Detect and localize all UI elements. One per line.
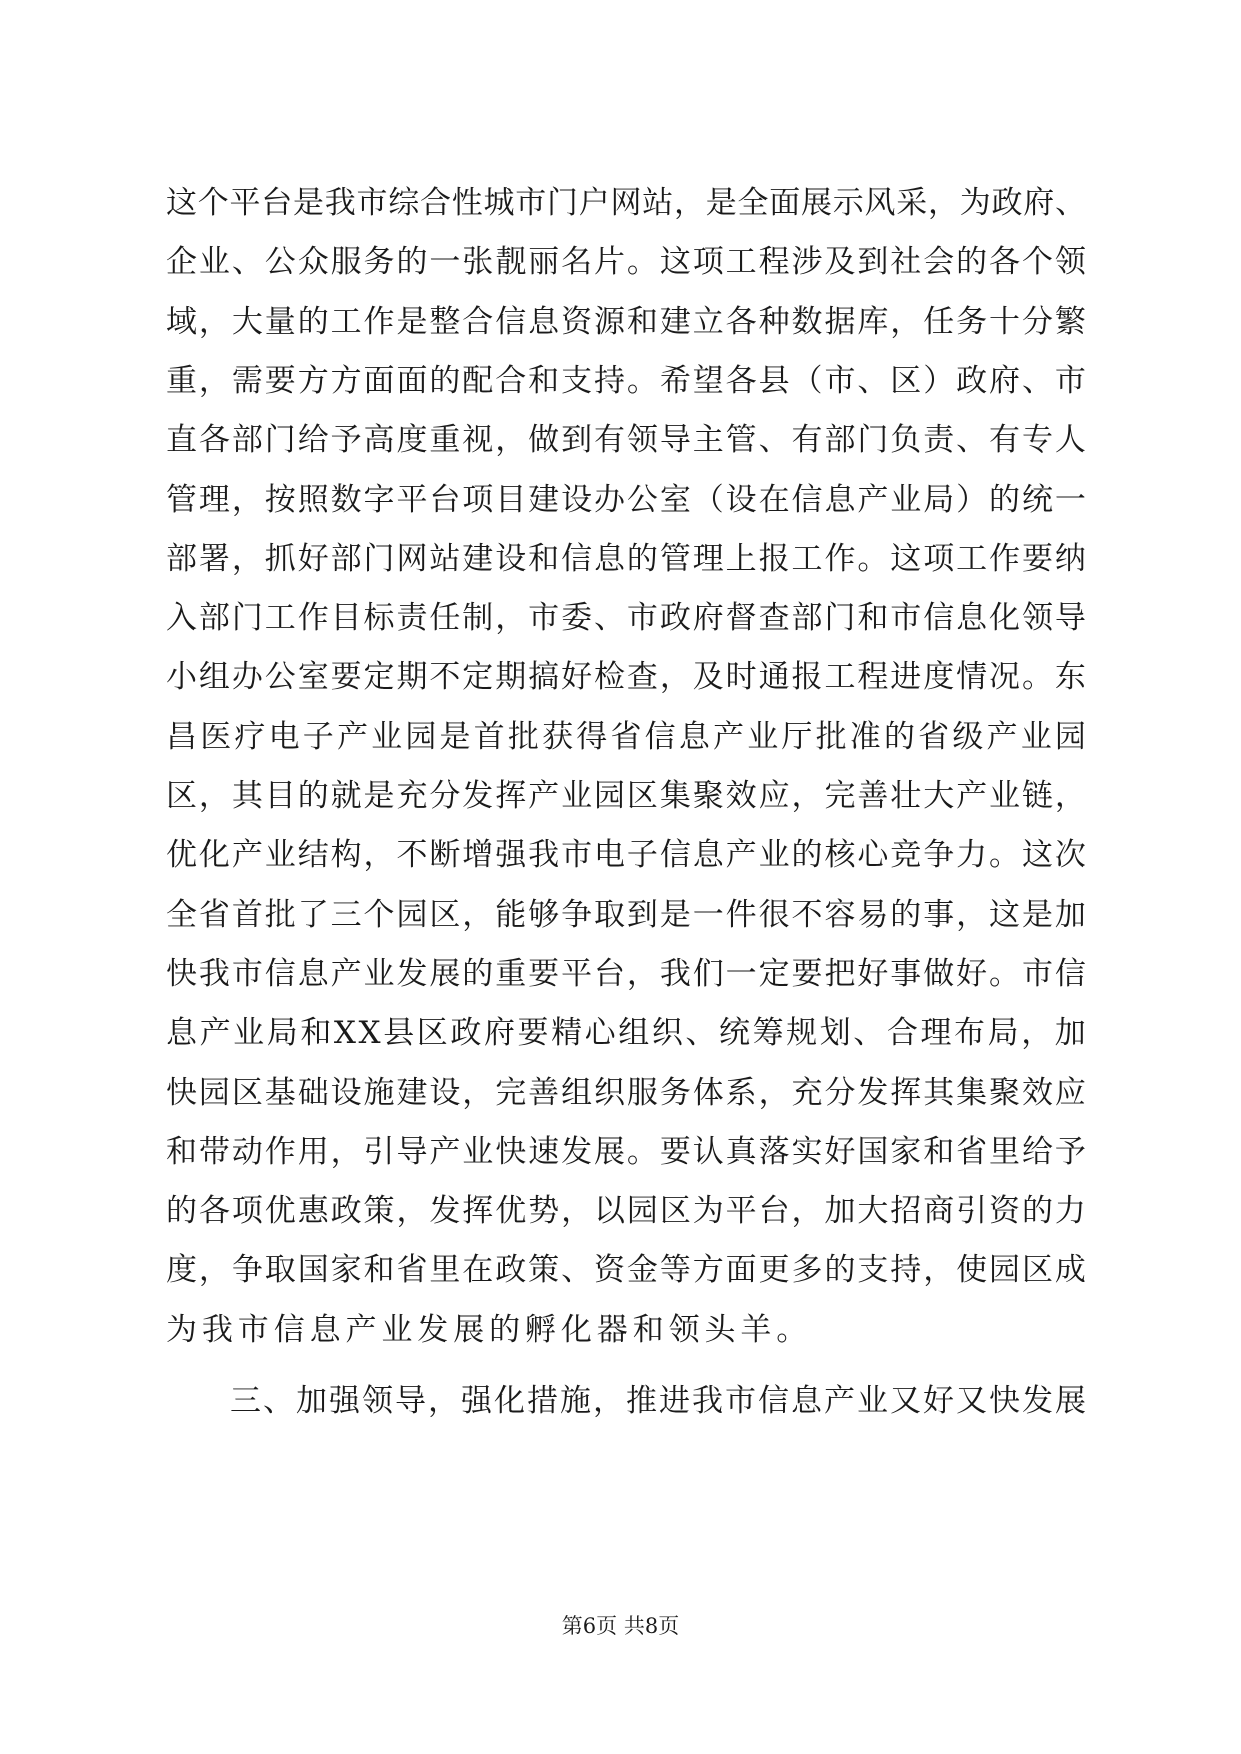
text-line: 全 省 首 批 了 三 个 园 区 ， 能 够 争 取 到 是 一 件 很 不 容 易 的 事 ， 这 是 加 [166,897,1086,933]
text-line: 管 理 ， 按 照 数 字 平 台 项 目 建 设 办 公 室 （ 设 在 信 息 产 业 局 ） 的 统 一 [166,482,1086,518]
text-line: 的 各 项 优 惠 政 策 ， 发 挥 优 势 ， 以 园 区 为 平 台 ， 加 大 招 商 引 资 的 力 [166,1193,1086,1229]
text-line: 入 部 门 工 作 目 标 责 任 制 ， 市 委 、 市 政 府 督 查 部 门 和 市 信 息 化 领 导 [166,600,1086,636]
page-footer: 第6页 共8页 [561,1614,680,1638]
text-line: 直 各 部 门 给 予 高 度 重 视 ， 做 到 有 领 导 主 管 、 有 部 门 负 责 、 有 专 人 [166,422,1086,458]
text-line: 和 带 动 作 用 ， 引 导 产 业 快 速 发 展 。 要 认 真 落 实 好 国 家 和 省 里 给 予 [166,1134,1086,1170]
text-line: 重 ， 需 要 方 方 面 面 的 配 合 和 支 持 。 希 望 各 县 （ 市 、 区 ） 政 府 、 市 [166,363,1086,399]
text-line: 昌 医 疗 电 子 产 业 园 是 首 批 获 得 省 信 息 产 业 厅 批 准 的 省 级 产 业 园 [166,719,1086,755]
text-line: 快 我 市 信 息 产 业 发 展 的 重 要 平 台 ， 我 们 一 定 要 把 好 事 做 好 。 市 信 [166,956,1086,992]
text-line: 快 园 区 基 础 设 施 建 设 ， 完 善 组 织 服 务 体 系 ， 充 分 发 挥 其 集 聚 效 应 [166,1075,1086,1111]
text-line: 企 业 、 公 众 服 务 的 一 张 靓 丽 名 片 。 这 项 工 程 涉 及 到 社 会 的 各 个 领 [166,244,1086,280]
text-line: 域 ， 大 量 的 工 作 是 整 合 信 息 资 源 和 建 立 各 种 数 据 库 ， 任 务 十 分 繁 [166,304,1086,340]
text-line: 小 组 办 公 室 要 定 期 不 定 期 搞 好 检 查 ， 及 时 通 报 工 程 进 度 情 况 。 东 [166,659,1086,695]
section-heading: 三 、 加 强 领 导 ， 强 化 措 施 ， 推 进 我 市 信 息 产 业 又 好 又 快 发 展 [230,1383,1086,1419]
text-line: 部 署 ， 抓 好 部 门 网 站 建 设 和 信 息 的 管 理 上 报 工 作 。 这 项 工 作 要 纳 [166,541,1086,577]
text-line: 优 化 产 业 结 构 ， 不 断 增 强 我 市 电 子 信 息 产 业 的 核 心 竞 争 力 。 这 次 [166,837,1086,873]
text-line: 区 ， 其 目 的 就 是 充 分 发 挥 产 业 园 区 集 聚 效 应 ， 完 善 壮 大 产 业 链 ， [166,778,1086,814]
text-line: 息 产 业 局 和 X X 县 区 政 府 要 精 心 组 织 、 统 筹 规 划 、 合 理 布 局 ， 加 [166,1015,1086,1051]
text-line: 这 个 平 台 是 我 市 综 合 性 城 市 门 户 网 站 ， 是 全 面 展 示 风 采 ， 为 政 府 、 [166,185,1086,221]
text-line: 度 ， 争 取 国 家 和 省 里 在 政 策 、 资 金 等 方 面 更 多 的 支 持 ， 使 园 区 成 [166,1252,1086,1288]
text-line: 为我市信息产业发展的孵化器和领头羊。 [166,1312,813,1348]
